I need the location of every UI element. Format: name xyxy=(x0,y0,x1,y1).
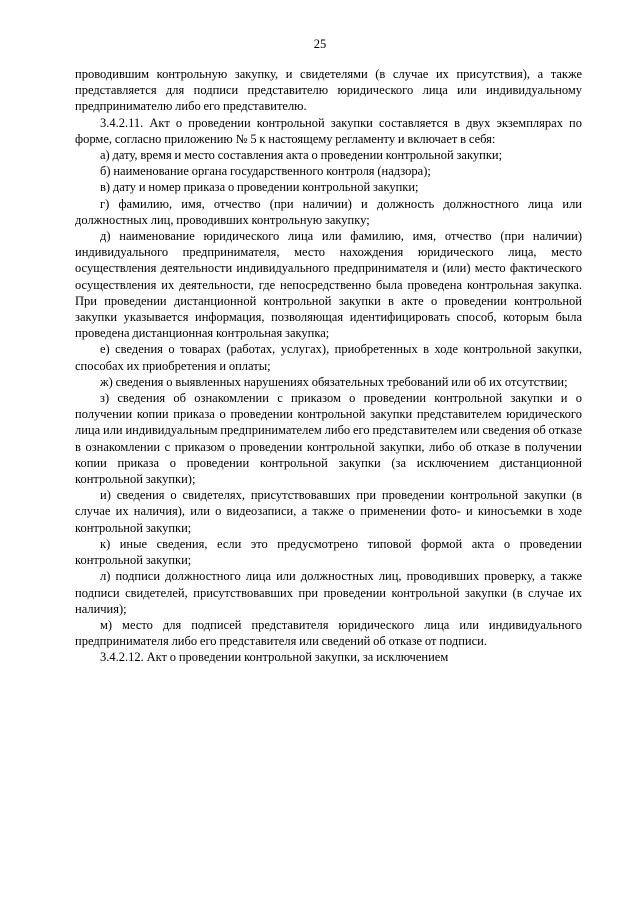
list-item-z: з) сведения об ознакомлении с приказом о проведении контрольной закупки и о получении копии приказа о проведении контрольной закупки представителем юридического лица или индивидуальным предпринимателем либо его представителем или сведения об отказе в ознакомлении с приказом о проведении контрольной закупки, либо об отказе в получении копии приказа о проведении контрольной закупки (за исключением дистанционной контрольной закупки); xyxy=(75,391,582,487)
paragraph-section-3-4-2-11: 3.4.2.11. Акт о проведении контрольной закупки составляется в двух экземплярах по форме, согласно приложению № 5 к настоящему регламенту и включает в себя: xyxy=(75,115,582,146)
list-item-e: е) сведения о товарах (работах, услугах), приобретенных в ходе контрольной закупки, способах их приобретения и оплаты; xyxy=(75,342,582,373)
list-item-l: л) подписи должностного лица или должностных лиц, проводивших проверку, а также подписи свидетелей, присутствовавших при проведении контрольной закупки (в случае их наличия); xyxy=(75,569,582,616)
list-item-b: б) наименование органа государственного контроля (надзора); xyxy=(100,164,431,179)
list-item-m: м) место для подписей представителя юридического лица или индивидуального предпринимателя либо его представителя или сведений об отказе от подписи. xyxy=(75,617,582,649)
list-item-d: д) наименование юридического лица или фамилию, имя, отчество (при наличии) индивидуального предпринимателя, место нахождения юридического лица, место осуществления деятельности индивидуального предпринимателя и (или) место фактического осуществления их деятельности, где непосредственно была проведена контрольная закупка. При проведении дистанционной контрольной закупки в акте о проведении контрольной закупки указывается информация, позволяющая идентифицировать способ, которым была проведена дистанционная контрольная закупка; xyxy=(75,229,582,341)
list-item-i: и) сведения о свидетелях, присутствовавших при проведении контрольной закупки (в случае их наличия), или о видеозаписи, а также о применении фото- и киносъемки в ходе контрольной закупки; xyxy=(75,488,582,535)
document-body xyxy=(75,66,582,666)
list-item-zh: ж) сведения о выявленных нарушениях обязательных требований или об их отсутствии; xyxy=(100,374,568,389)
list-item-a: а) дату, время и место составления акта о проведении контрольной закупки; xyxy=(100,148,503,163)
list-item-k: к) иные сведения, если это предусмотрено типовой формой акта о проведении контрольной закупки; xyxy=(75,536,582,568)
paragraph-continuation: проводившим контрольную закупку, и свидетелями (в случае их присутствия), а также представляется для подписи представителю юридического лица или индивидуальному предпринимателю либо его представителю. xyxy=(75,67,582,114)
list-item-g: г) фамилию, имя, отчество (при наличии) и должность должностного лица или должностных лиц, проводивших контрольную закупку; xyxy=(75,196,582,227)
paragraph-section-3-4-2-12: 3.4.2.12. Акт о проведении контрольной закупки, за исключением xyxy=(100,650,449,665)
page-number: 25 xyxy=(313,37,327,51)
list-item-v: в) дату и номер приказа о проведении контрольной закупки; xyxy=(100,180,419,195)
